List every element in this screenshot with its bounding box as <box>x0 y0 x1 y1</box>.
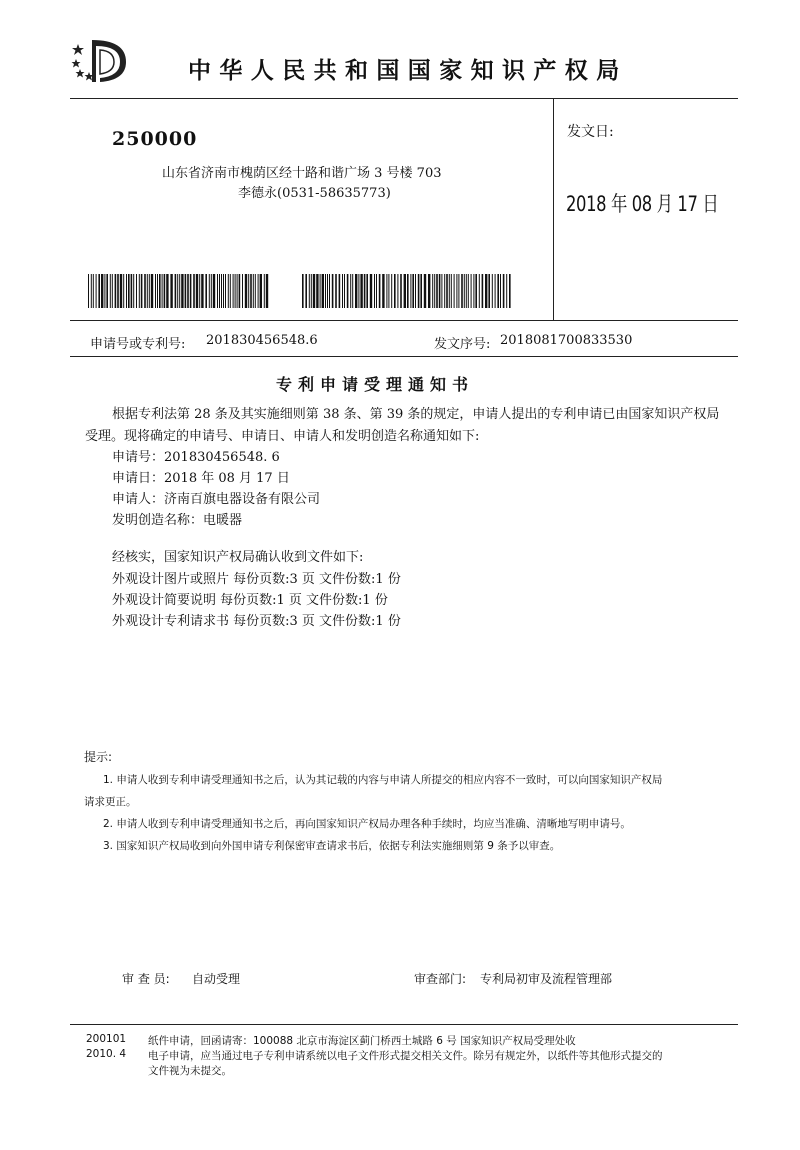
notice-paragraph-line1: 根据专利法第 28 条及其实施细则第 38 条、第 39 条的规定，申请人提出的专利申请已由国家知识产权局 <box>112 407 720 422</box>
footer-line-2: 电子申请，应当通过电子专利申请系统以电子文件形式提交相关文件。除另有规定外，以纸件等其他形式提交的 <box>148 1050 663 1062</box>
application-number-label: 申请号或专利号: <box>90 337 186 352</box>
footer-rule <box>70 1024 738 1025</box>
barcode-left <box>88 274 270 308</box>
form-version: 2010. 4 <box>86 1048 127 1060</box>
notice-title: 专利申请受理通知书 <box>276 375 475 394</box>
examiner-label: 审 查 员: <box>122 972 170 986</box>
tip-item-2: 2. 申请人收到专利申请受理通知书之后，再向国家知识产权局办理各种手续时，均应当准确、清晰地写明申请号。 <box>103 818 631 830</box>
verified-intro: 经核实，国家知识产权局确认收到文件如下: <box>112 550 364 565</box>
application-number-value: 201830456548.6 <box>206 333 318 348</box>
postcode: 250000 <box>112 128 198 150</box>
send-date-value: 2018 年 08 月 17 日 <box>566 192 719 216</box>
document-item: 外观设计简要说明 每份页数:1 页 文件份数:1 份 <box>112 593 388 608</box>
contact-person: 李德永(0531-58635773) <box>238 186 391 201</box>
ids-bottom-rule <box>70 356 738 357</box>
footer-line-1: 纸件申请，回函请寄：100088 北京市海淀区蓟门桥西土城路 6 号 国家知识产权局受理处收 <box>148 1035 576 1047</box>
field-application-date: 申请日：2018 年 08 月 17 日 <box>112 471 290 486</box>
department-value: 专利局初审及流程管理部 <box>480 972 613 986</box>
barcode-right <box>302 274 512 308</box>
cnipa-logo <box>70 36 128 86</box>
field-applicant: 申请人：济南百旗电器设备有限公司 <box>112 492 321 507</box>
document-serial-value: 2018081700833530 <box>500 333 633 348</box>
send-date-label: 发文日: <box>567 124 614 140</box>
document-serial-label: 发文序号: <box>434 337 491 352</box>
notice-paragraph-line2: 受理。现将确定的申请号、申请日、申请人和发明创造名称通知如下: <box>85 429 480 444</box>
tip-item-3: 3. 国家知识产权局收到向外国申请专利保密审查请求书后，依据专利法实施细则第 9 条予以审查。 <box>103 840 561 852</box>
field-application-number: 申请号：201830456548. 6 <box>112 450 280 465</box>
department-label: 审查部门: <box>414 972 467 986</box>
ids-top-rule <box>70 320 738 321</box>
date-box-divider <box>553 98 554 320</box>
document-item: 外观设计专利请求书 每份页数:3 页 文件份数:1 份 <box>112 614 401 629</box>
agency-name: 中华人民共和国国家知识产权局 <box>188 58 628 84</box>
tip-item-1-line2: 请求更正。 <box>84 796 137 808</box>
tips-heading: 提示: <box>84 750 113 764</box>
header-rule <box>70 98 738 99</box>
examiner-value: 自动受理 <box>192 972 241 986</box>
footer-line-3: 文件视为未提交。 <box>148 1065 232 1077</box>
field-invention-name: 发明创造名称：电暖器 <box>112 513 243 528</box>
document-item: 外观设计图片或照片 每份页数:3 页 文件份数:1 份 <box>112 572 401 587</box>
tip-item-1-line1: 1. 申请人收到专利申请受理通知书之后，认为其记载的内容与申请人所提交的相应内容不一致时，可以向国家知识产权局 <box>103 774 663 786</box>
mailing-address: 山东省济南市槐荫区经十路和谐广场 3 号楼 703 <box>162 166 442 181</box>
form-code: 200101 <box>86 1033 127 1045</box>
cnipa-logo-icon <box>70 36 128 86</box>
